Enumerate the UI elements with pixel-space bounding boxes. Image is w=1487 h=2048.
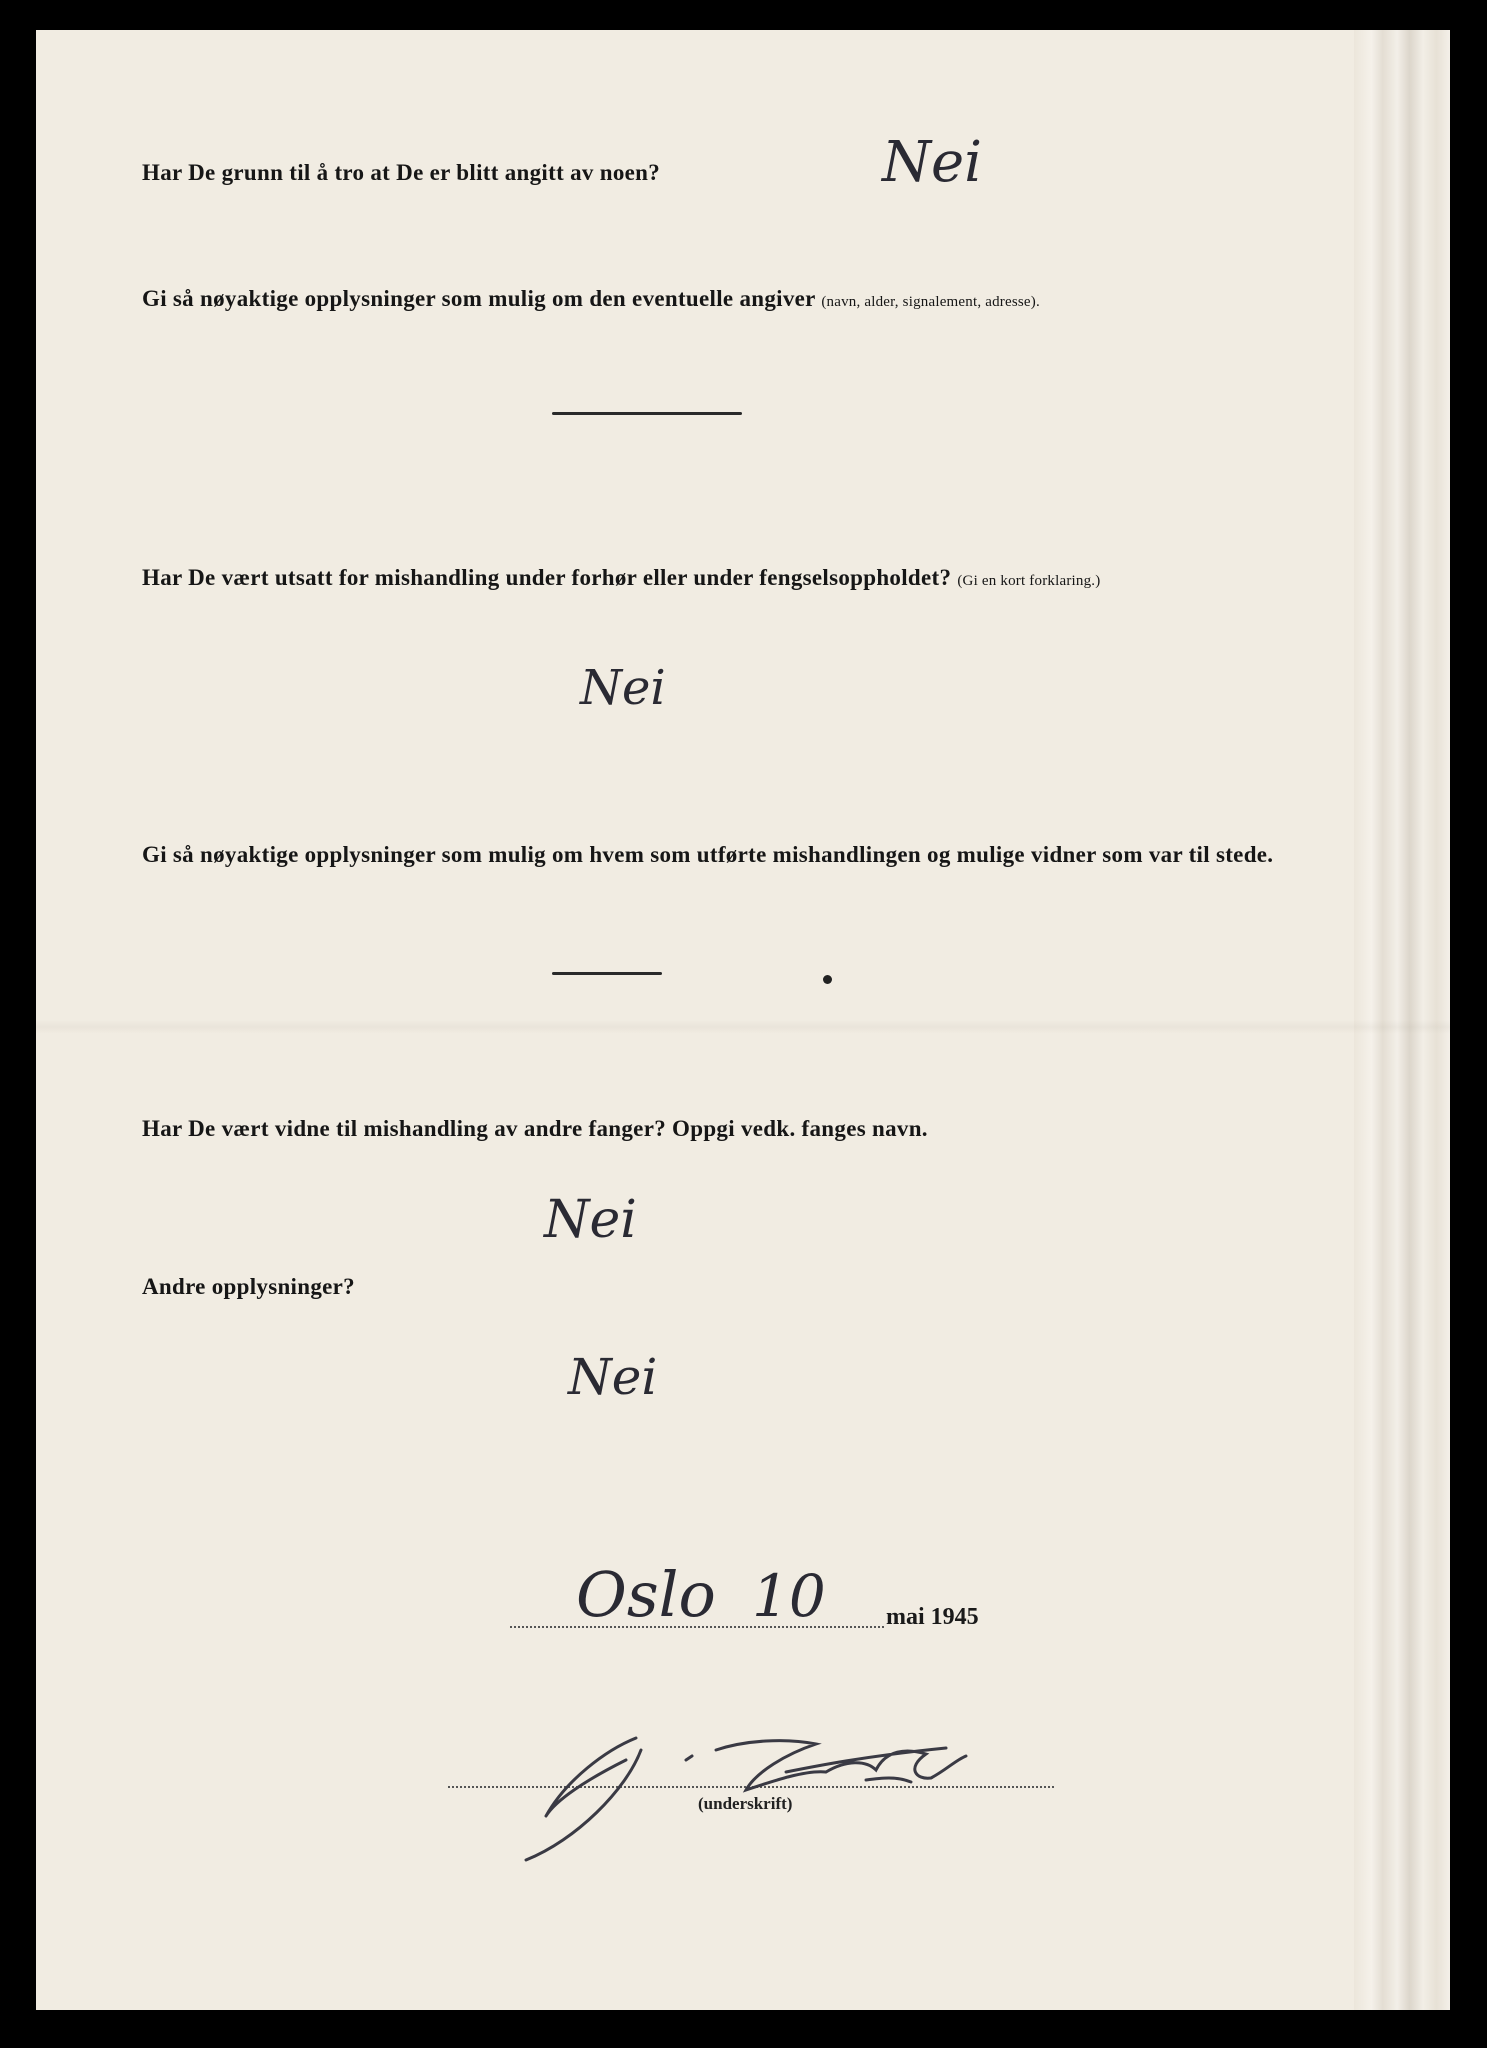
question-angitt: Har De grunn til å tro at De er blitt angitt av noen? (142, 160, 661, 185)
paper-fold (36, 1020, 1450, 1034)
ink-dot (823, 975, 832, 984)
answer-utforte-dash (552, 972, 662, 975)
answer-angitt: Nei (882, 130, 983, 195)
question-utforte: Gi så nøyaktige opplysninger som mulig om hvem som utførte mishandlingen og mulige vidner som var til stede. (142, 842, 1274, 867)
question-mishandling (142, 565, 1100, 591)
question-mishandling-text: Har De vært utsatt for mishandling under forhør eller under fengselsoppholdet? (142, 565, 952, 590)
question-mishandling-note: (Gi en kort forklaring.) (957, 573, 1101, 589)
document-page (36, 30, 1450, 2010)
answer-andre: Nei (568, 1348, 658, 1406)
question-angiver-note: (navn, alder, signalement, adresse). (821, 294, 1040, 310)
place-handwritten: Oslo (576, 1558, 716, 1631)
question-vidne: Har De vært vidne til mishandling av andre fanger? Oppgi vedk. fanges navn. (142, 1116, 928, 1141)
question-angiver (142, 286, 1040, 312)
answer-angiver-dash (552, 412, 742, 415)
date-month-year: mai 1945 (886, 1604, 979, 1630)
answer-mishandling: Nei (580, 660, 666, 716)
day-handwritten: 10 (752, 1562, 826, 1630)
question-andre: Andre opplysninger? (142, 1274, 355, 1299)
question-angiver-text: Gi så nøyaktige opplysninger som mulig om den eventuelle angiver (142, 286, 816, 311)
date-line (510, 1626, 884, 1628)
answer-vidne: Nei (544, 1190, 637, 1250)
signature-caption: (underskrift) (698, 1794, 793, 1813)
